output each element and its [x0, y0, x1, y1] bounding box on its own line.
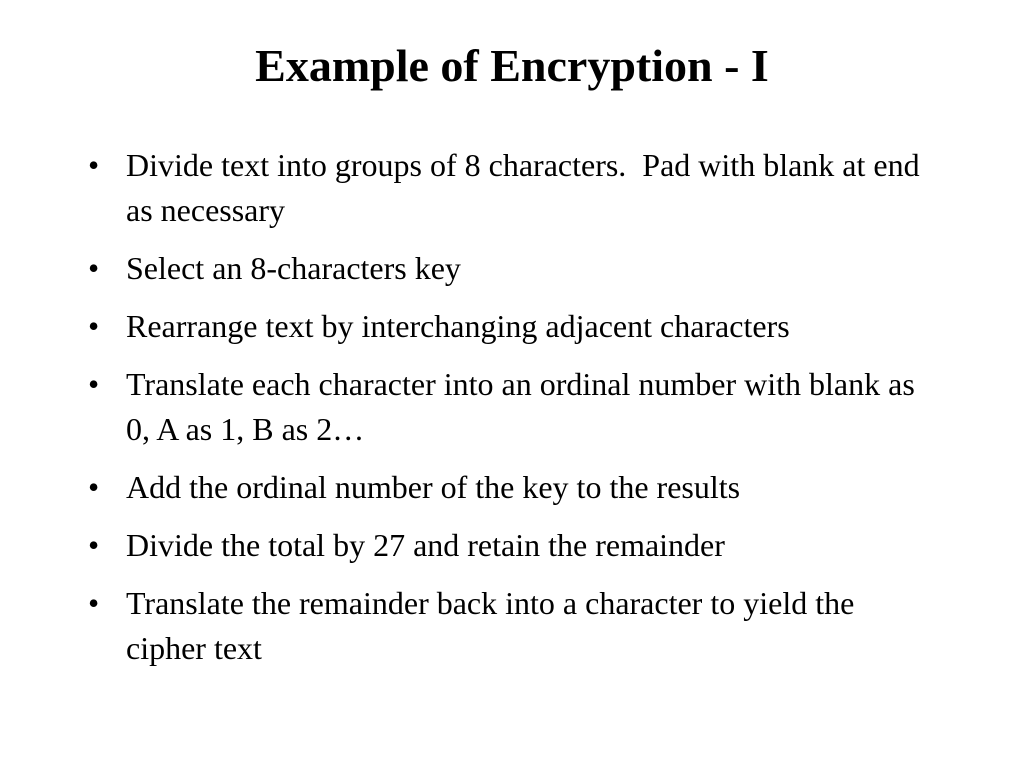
- bullet-text: Translate the remainder back into a character to yield the cipher text: [126, 585, 855, 666]
- bullet-text: Select an 8-characters key: [126, 250, 461, 286]
- bullet-item: [88, 523, 938, 568]
- bullet-list: [88, 143, 938, 684]
- bullet-item: [88, 465, 938, 510]
- bullet-text: Add the ordinal number of the key to the results: [126, 469, 741, 505]
- bullet-text: Divide the total by 27 and retain the remainder: [126, 527, 725, 563]
- bullet-text: Divide text into groups of 8 characters. Pad with blank at end as necessary: [126, 147, 928, 228]
- bullet-item: [88, 362, 938, 452]
- bullet-item: [88, 143, 938, 233]
- bullet-icon: •: [88, 308, 100, 344]
- bullet-text: Translate each character into an ordinal number with blank as 0, A as 1, B as 2…: [126, 366, 915, 447]
- bullet-icon: •: [88, 147, 100, 183]
- bullet-icon: •: [88, 469, 100, 505]
- bullet-item: [88, 304, 938, 349]
- bullet-icon: •: [88, 585, 100, 621]
- bullet-item: [88, 246, 938, 291]
- bullet-icon: •: [88, 527, 100, 563]
- bullet-icon: •: [88, 250, 100, 286]
- bullet-icon: •: [88, 366, 100, 402]
- bullet-text: Rearrange text by interchanging adjacent characters: [126, 308, 790, 344]
- slide-title: Example of Encryption - I: [255, 40, 769, 91]
- bullet-item: [88, 581, 938, 671]
